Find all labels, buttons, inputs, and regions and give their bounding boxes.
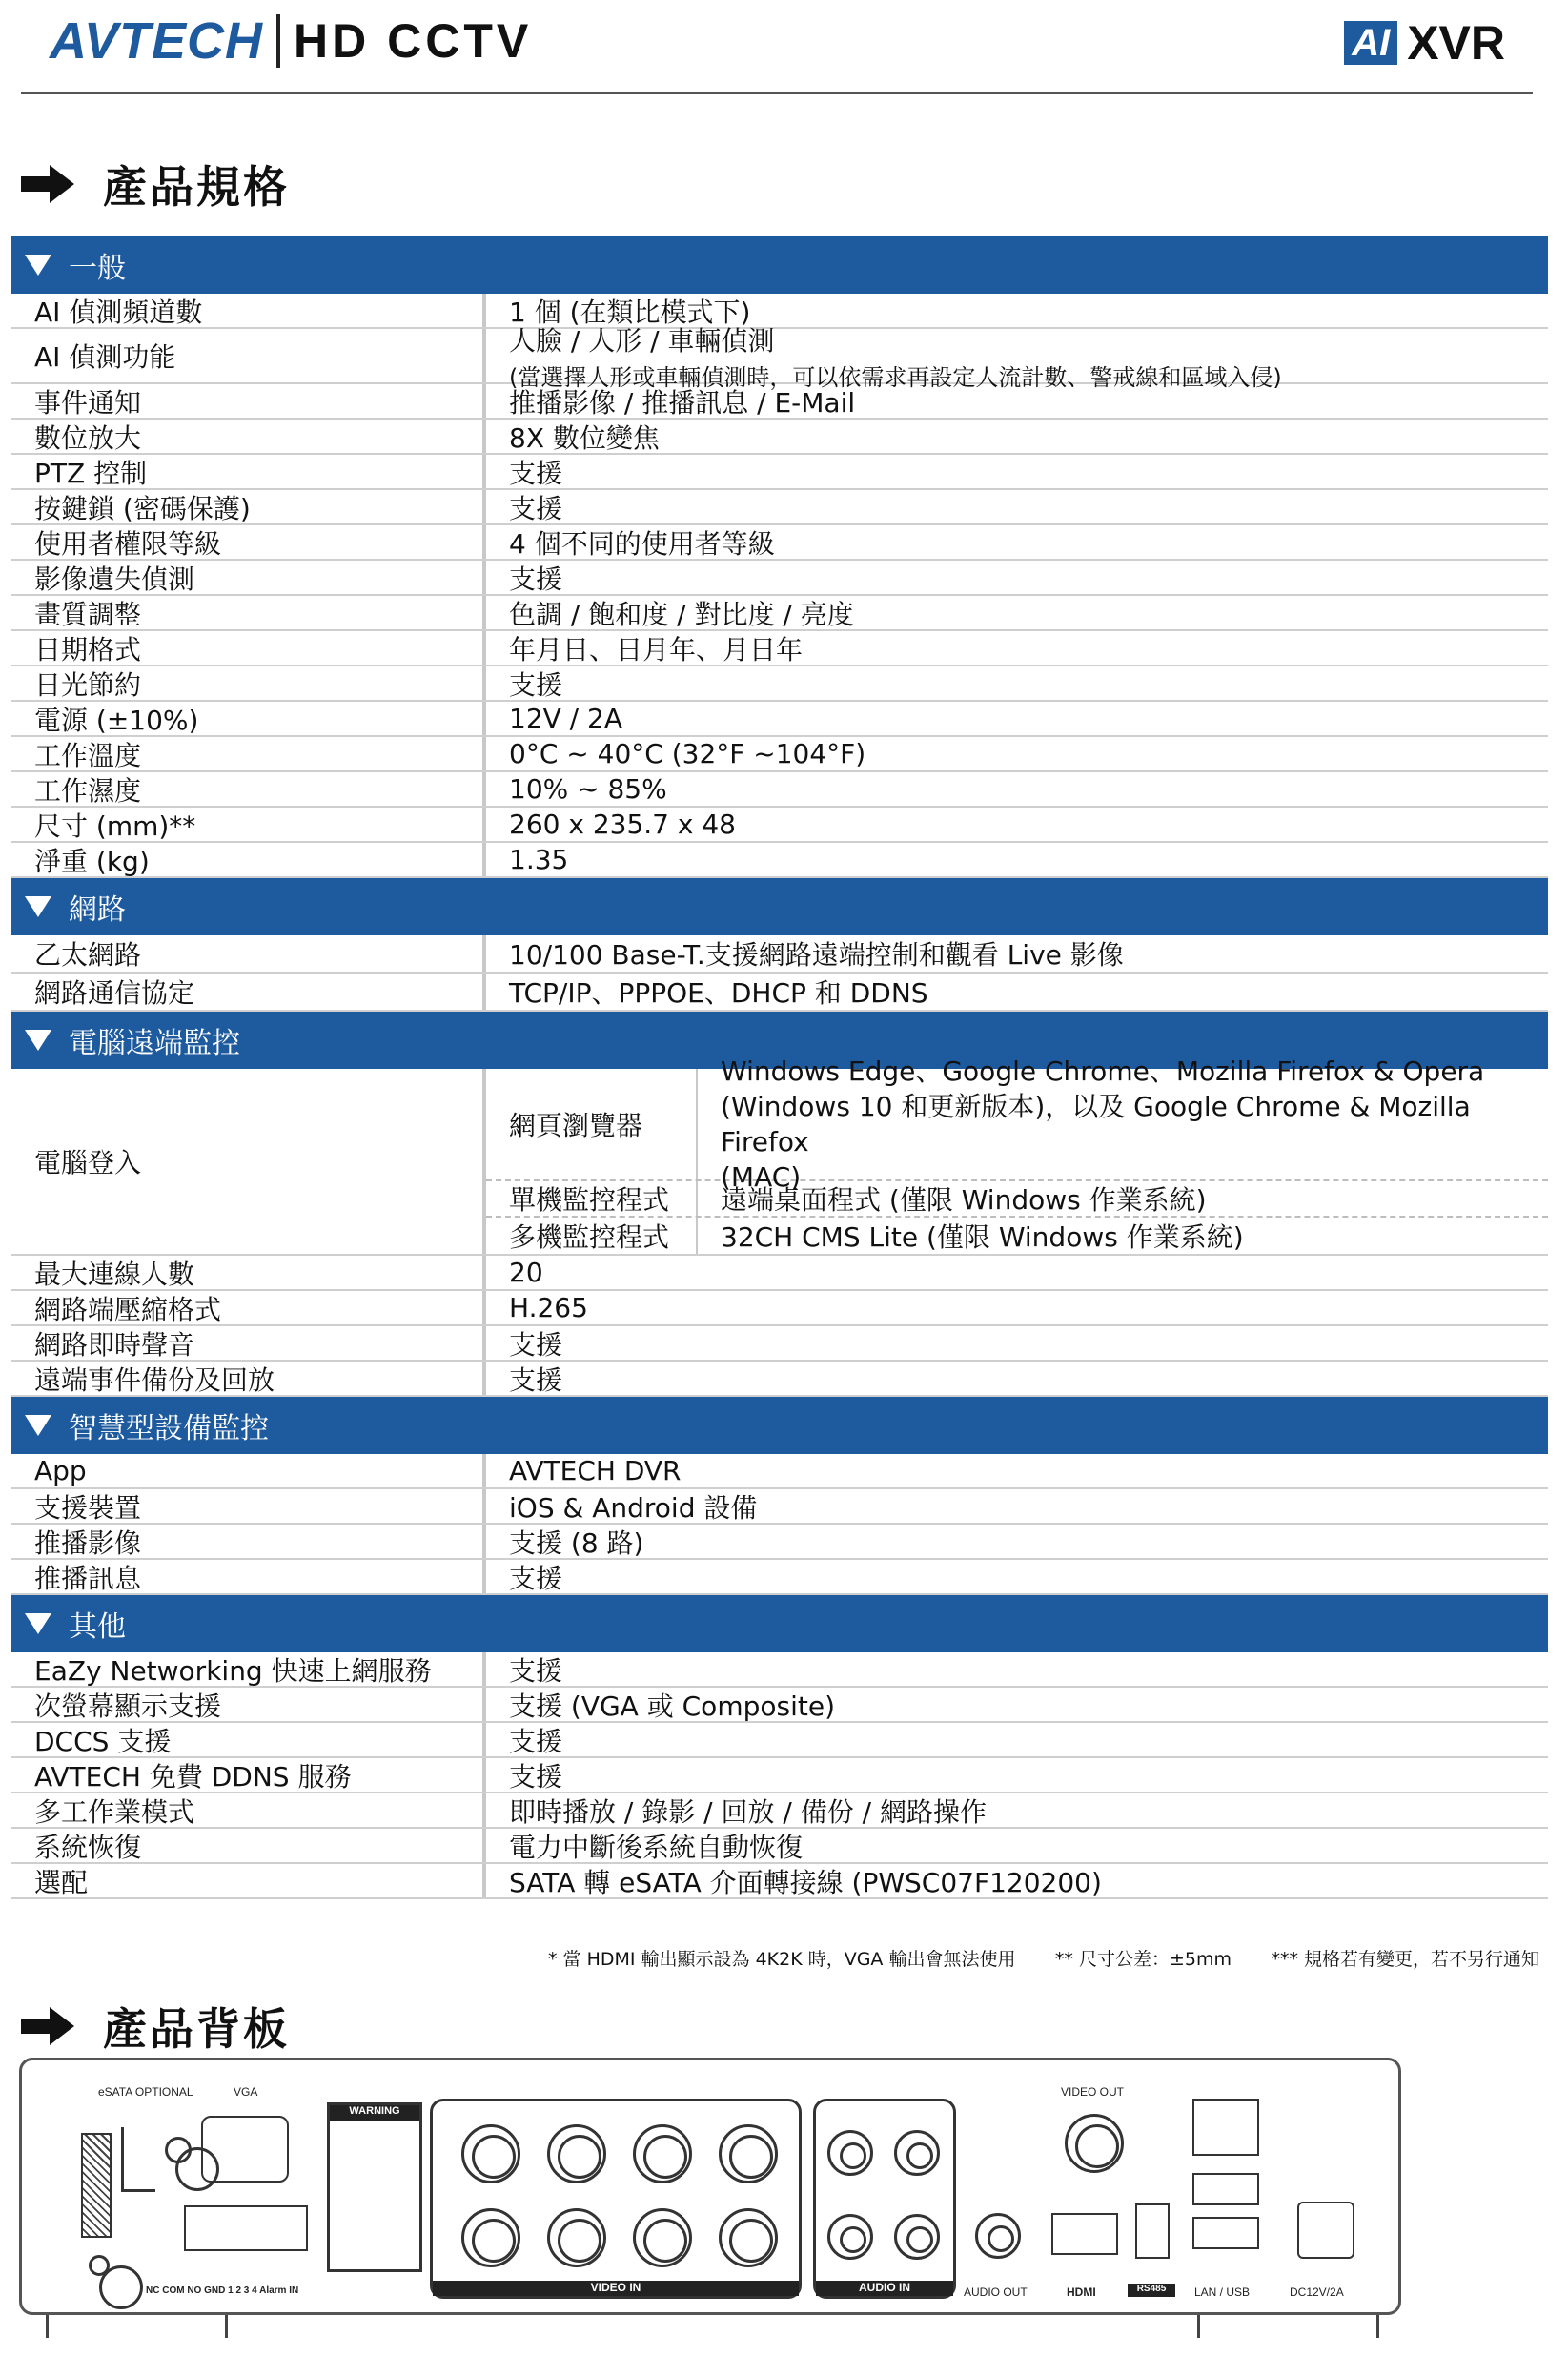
spec-value-cell [486,935,1548,972]
browser-key: 網頁瀏覽器 [486,1069,698,1179]
multi-value: 32CH CMS Lite (僅限 Windows 作業系統) [721,1221,1244,1253]
browser-line-3: (MAC) [721,1161,802,1193]
usb-port-1 [1192,2173,1259,2205]
spec-value-cell [486,420,1548,453]
rca-audio-1 [827,2130,873,2176]
spec-value: SATA 轉 eSATA 介面轉接線 (PWSC07F120200) [509,1866,1102,1898]
spec-label: 遠端事件備份及回放 [11,1362,486,1395]
spec-label: PTZ 控制 [11,455,486,488]
spec-value-cell [486,561,1548,594]
spec-value-cell [486,1560,1548,1593]
spec-value: 支援 [509,1654,563,1687]
specs-heading [21,153,290,215]
bnc-ch1 [719,2124,778,2183]
category-title: 網路 [69,893,126,927]
spec-row [11,384,1548,420]
spec-value-cell [486,1758,1548,1792]
category-network [11,878,1548,935]
spec-value-cell [486,1454,1548,1487]
spec-value-cell [486,525,1548,559]
ground-screw [89,2255,110,2276]
warning-sticker [327,2102,422,2272]
spec-row [11,1326,1548,1362]
spec-row [11,1525,1548,1560]
spec-value: 電力中斷後系統自動恢復 [509,1831,804,1863]
spec-label: DCCS 支援 [11,1723,486,1756]
rca-audio-4 [894,2214,940,2260]
spec-value-cell [486,843,1548,876]
lan-port [1192,2099,1259,2156]
bnc-ch8 [461,2208,520,2267]
spec-label: 事件通知 [11,384,486,418]
spec-row [11,1291,1548,1326]
spec-row [11,1560,1548,1595]
audio-out-label: AUDIO OUT [964,2285,1028,2299]
spec-row [11,1256,1548,1291]
spec-label: 電源 (±10%) [11,702,486,735]
spec-row [11,1829,1548,1864]
triangle-down-icon [25,896,51,917]
spec-value: 4 個不同的使用者等級 [509,527,775,560]
spec-value: 年月日、日月年、月日年 [509,633,804,666]
browser-line-1: Windows Edge、Google Chrome、Mozilla Firefox & Opera [721,1056,1485,1087]
panel-foot-inner-right [1197,2315,1200,2338]
spec-value-cell [486,631,1548,665]
spec-label: 最大連線人數 [11,1256,486,1289]
spec-value-cell [486,1793,1548,1827]
spec-value: AVTECH DVR [509,1455,682,1486]
spec-label: 網路端壓縮格式 [11,1291,486,1324]
bnc-ch5 [547,2124,606,2183]
audio-in-label: AUDIO IN [816,2281,953,2296]
multi-monitor-row [486,1218,1548,1254]
spec-row [11,1723,1548,1758]
rca-audio-out [975,2213,1021,2259]
alarm-label: NC COM NO GND 1 2 3 4 Alarm IN [146,2285,299,2296]
arrow-right-icon [21,2007,74,2045]
category-title: 電腦遠端監控 [69,1027,240,1060]
footnote-1: * 當 HDMI 輸出顯示設為 4K2K 時，VGA 輸出會無法使用 [548,1949,1016,1970]
browser-line-2: (Windows 10 和更新版本)，以及 Google Chrome & Mozilla Firefox [721,1091,1471,1158]
spec-row [11,1652,1548,1688]
category-other [11,1595,1548,1652]
spec-value: 0°C ~ 40°C (32°F ~104°F) [509,738,866,769]
spec-row [11,1362,1548,1397]
pc-rows [11,1256,1548,1397]
spec-row [11,1758,1548,1793]
spec-value-cell [486,666,1548,700]
vga-port [201,2116,289,2183]
spec-value: 支援 [509,1725,563,1757]
spec-row [11,631,1548,666]
spec-row [11,843,1548,878]
alarm-terminal [184,2205,308,2251]
spec-label: 系統恢復 [11,1829,486,1862]
lan-usb-label: LAN / USB [1194,2285,1251,2299]
spec-label: 網路即時聲音 [11,1326,486,1360]
backpanel-title: 產品背板 [103,2003,290,2055]
spec-value: TCP/IP、PPPOE、DHCP 和 DDNS [509,977,928,1009]
spec-value: 支援 [509,1363,563,1396]
panel-foot-inner-left [225,2315,228,2338]
bnc-ch3 [633,2124,692,2183]
spec-label: 尺寸 (mm)** [11,808,486,841]
smart-rows [11,1454,1548,1595]
footnotes [548,1945,1539,1971]
bnc-ch4 [633,2208,692,2267]
spec-value: 10% ~ 85% [509,773,667,805]
pc-login-details [486,1056,1548,1254]
spec-label: AI 偵測功能 [11,329,486,382]
spec-label: 影像遺失偵測 [11,561,486,594]
spec-row [11,935,1548,974]
spec-label: 淨重 (kg) [11,843,486,876]
usb-port-2 [1192,2217,1259,2249]
spec-value-note: (當選擇人形或車輛偵測時，可以依需求再設定人流計數、警戒線和區域入侵) [509,363,1282,391]
ai-xvr-logo [1344,15,1505,71]
spec-row [11,1489,1548,1525]
rca-audio-3 [894,2130,940,2176]
spec-table [11,236,1548,1899]
esata-label: eSATA OPTIONAL [98,2085,193,2099]
spec-value-cell [486,384,1548,418]
category-smart [11,1397,1548,1454]
spec-label: 推播訊息 [11,1560,486,1593]
multi-key: 多機監控程式 [486,1218,698,1254]
hdmi-label: HDMI [1067,2285,1096,2299]
spec-label: 使用者權限等級 [11,525,486,559]
triangle-down-icon [25,1613,51,1634]
spec-value: 支援 [509,1760,563,1793]
audio-in-block [813,2099,956,2299]
rs485-terminal [1135,2203,1170,2259]
backpanel-heading [21,1995,290,2058]
spec-value-cell [486,1489,1548,1523]
spec-value: 人臉 / 人形 / 車輛偵測 [509,324,775,357]
single-value: 遠端桌面程式 (僅限 Windows 作業系統) [721,1184,1207,1216]
spec-value: 即時播放 / 錄影 / 回放 / 備份 / 網路操作 [509,1795,987,1828]
pc-login-label: 電腦登入 [11,1069,486,1254]
bnc-ch2 [719,2208,778,2267]
spec-value-cell [486,1256,1548,1289]
general-rows [11,294,1548,878]
spec-value-cell [486,974,1548,1010]
spec-value-cell [486,1723,1548,1756]
page-header [0,0,1568,105]
spec-value: 260 x 235.7 x 48 [509,809,736,840]
spec-value-cell [486,1362,1548,1395]
spec-value-cell [486,1652,1548,1686]
category-title: 其他 [69,1610,126,1644]
spec-row [11,525,1548,561]
rs485-label: RS485 [1128,2284,1175,2297]
spec-value: H.265 [509,1292,588,1323]
spec-value-cell [486,1326,1548,1360]
spec-value-cell [486,702,1548,735]
spec-label: 選配 [11,1864,486,1897]
spec-label: 工作濕度 [11,772,486,806]
vga-label: VGA [234,2085,258,2099]
brand-separator [276,14,280,68]
spec-value: 8X 數位變焦 [509,421,660,454]
browser-row [486,1056,1548,1193]
footnote-3: *** 規格若有變更，若不另行通知 [1271,1949,1539,1970]
spec-label: EaZy Networking 快速上網服務 [11,1652,486,1686]
triangle-down-icon [25,1030,51,1051]
panel-foot-right [1376,2315,1379,2338]
spec-label: 日光節約 [11,666,486,700]
category-general [11,236,1548,294]
triangle-down-icon [25,1415,51,1436]
video-in-block [430,2099,802,2299]
spec-label: 按鍵鎖 (密碼保護) [11,490,486,523]
spec-value-cell [486,1864,1548,1897]
spec-row [11,490,1548,525]
bnc-video-out [1065,2114,1124,2173]
brand-avtech: AVTECH [50,12,264,70]
spec-value-cell [486,1829,1548,1862]
spec-value: 支援 (8 路) [509,1527,644,1559]
spec-label: 網路通信協定 [11,974,486,1010]
single-monitor-row [486,1181,1548,1218]
spec-value: 支援 [509,668,563,701]
spec-value-cell [486,455,1548,488]
spec-value-cell [486,737,1548,770]
footnote-2: ** 尺寸公差：±5mm [1054,1949,1232,1970]
header-divider [21,92,1533,94]
spec-row [11,666,1548,702]
dc-power-jack [1297,2202,1354,2259]
spec-row [11,1864,1548,1899]
spec-label: AI 偵測頻道數 [11,294,486,327]
xvr-label: XVR [1407,16,1505,70]
spec-value: 1 個 (在類比模式下) [509,296,751,328]
category-title: 一般 [69,252,126,285]
spec-label: 工作溫度 [11,737,486,770]
spec-value: 10/100 Base-T.支援網路遠端控制和觀看 Live 影像 [509,939,1124,971]
spec-value-cell [486,1291,1548,1324]
spec-row [11,324,1548,391]
spec-value-cell [486,1525,1548,1558]
spec-value: 支援 [509,492,563,524]
warning-title: WARNING [330,2105,419,2121]
screw-hole [165,2137,192,2163]
spec-row [11,420,1548,455]
back-panel-diagram [19,2058,1401,2315]
rca-audio-2 [827,2214,873,2260]
panel-foot-left [46,2315,49,2338]
dc-label: DC12V/2A [1290,2285,1344,2299]
spec-row [11,974,1548,1012]
spec-label: 畫質調整 [11,596,486,629]
other-rows [11,1652,1548,1899]
single-key: 單機監控程式 [486,1181,698,1216]
spec-value-cell [486,808,1548,841]
spec-row [11,455,1548,490]
esata-bracket [121,2127,155,2192]
spec-value-cell [486,596,1548,629]
spec-label: 日期格式 [11,631,486,665]
spec-value: 12V / 2A [509,703,622,734]
spec-value-cell [486,324,1548,391]
spec-label: 次螢幕顯示支援 [11,1688,486,1721]
spec-row [11,737,1548,772]
spec-value-cell [486,772,1548,806]
bnc-ch7 [461,2124,520,2183]
spec-label: App [11,1454,486,1487]
ai-badge: AI [1344,21,1397,65]
spec-row [11,1793,1548,1829]
video-out-label: VIDEO OUT [1061,2085,1125,2099]
spec-label: AVTECH 免費 DDNS 服務 [11,1758,486,1792]
spec-value: 支援 [509,563,563,595]
spec-value-cell [486,490,1548,523]
spec-value: 1.35 [509,844,569,875]
spec-value: 支援 [509,457,563,489]
esata-port [81,2133,112,2238]
browser-value [698,1056,1548,1193]
avtech-logo [50,11,532,71]
spec-value: 推播影像 / 推播訊息 / E-Mail [509,386,856,419]
spec-label: 乙太網路 [11,935,486,972]
triangle-down-icon [25,255,51,276]
network-rows [11,935,1548,1012]
spec-value: 支援 [509,1328,563,1361]
spec-row [11,772,1548,808]
specs-title: 產品規格 [103,161,290,213]
spec-label: 推播影像 [11,1525,486,1558]
spec-value: 支援 (VGA 或 Composite) [509,1690,835,1722]
arrow-right-icon [21,165,74,203]
spec-value: 20 [509,1257,543,1288]
spec-row [11,596,1548,631]
spec-row [11,561,1548,596]
spec-value: 支援 [509,1562,563,1594]
category-title: 智慧型設備監控 [69,1412,269,1445]
spec-label: 支援裝置 [11,1489,486,1523]
spec-value-cell [486,1688,1548,1721]
hdmi-port [1051,2213,1118,2255]
spec-row [11,1454,1548,1489]
video-in-label: VIDEO IN [433,2281,799,2296]
brand-hd-cctv: HD CCTV [294,14,533,68]
spec-value: 色調 / 飽和度 / 對比度 / 亮度 [509,598,854,630]
spec-row [11,702,1548,737]
spec-row [11,1688,1548,1723]
bnc-ch6 [547,2208,606,2267]
spec-label: 數位放大 [11,420,486,453]
spec-row [11,808,1548,843]
spec-label: 多工作業模式 [11,1793,486,1827]
spec-value: iOS & Android 設備 [509,1491,758,1524]
pc-login-block [11,1056,1548,1256]
